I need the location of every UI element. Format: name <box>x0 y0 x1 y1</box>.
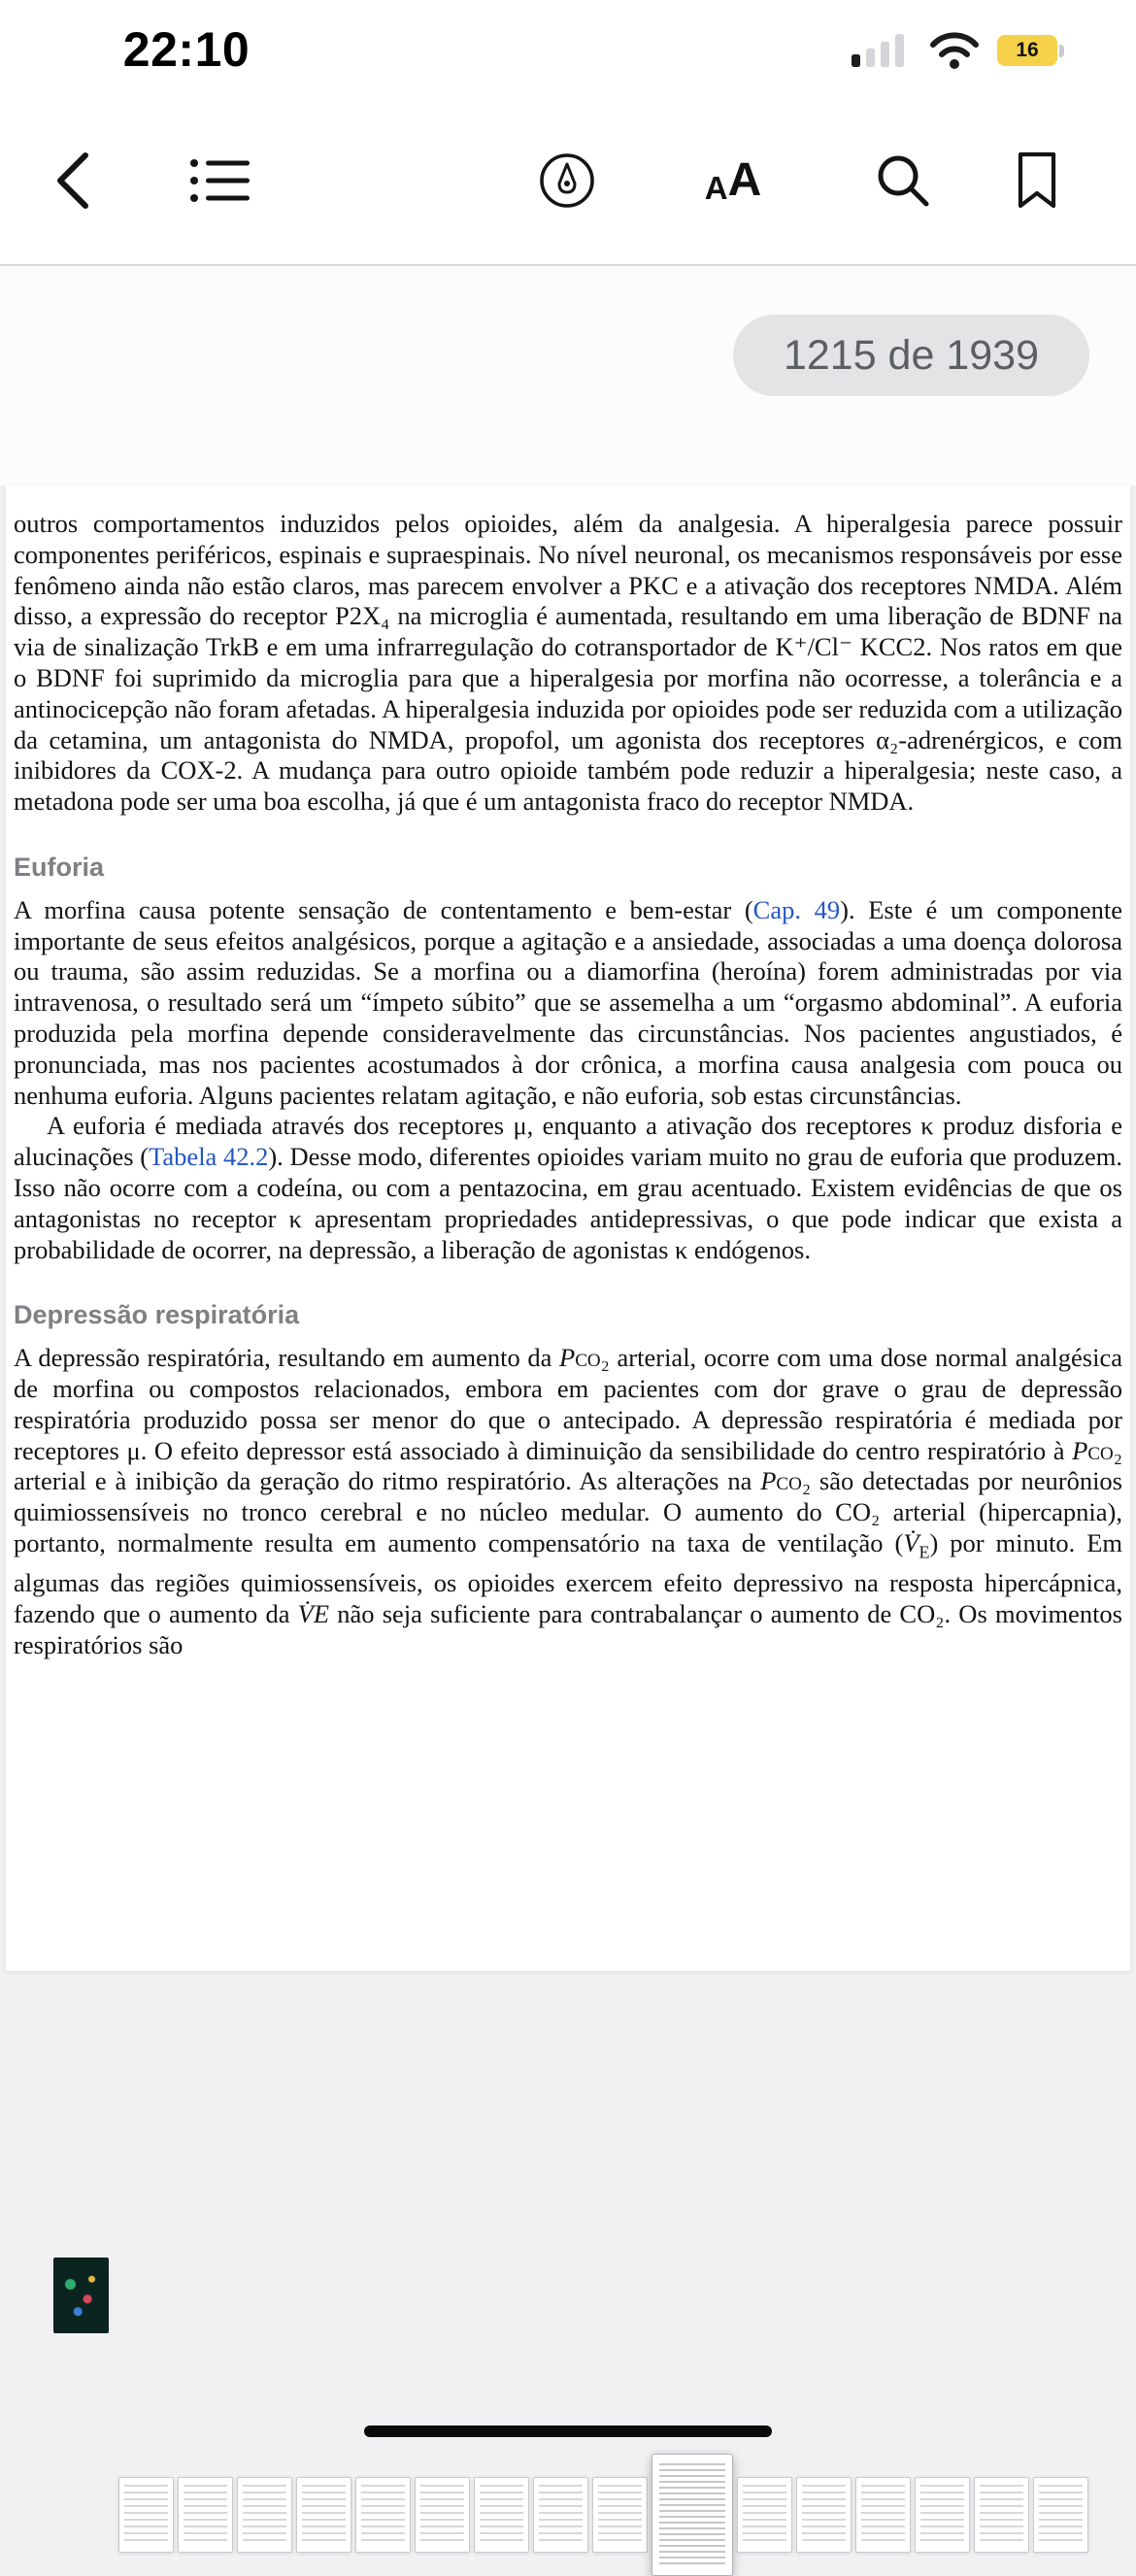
appearance-button[interactable] <box>699 151 768 210</box>
markup-button[interactable] <box>532 146 602 216</box>
reader-toolbar <box>0 97 1136 266</box>
chevron-back-icon <box>54 151 91 211</box>
page-thumbnail[interactable] <box>474 2477 529 2553</box>
body-paragraph <box>14 895 1122 1112</box>
section-heading: Depressão respiratória <box>14 1300 300 1330</box>
page-number-text: 1215 de 1939 <box>783 331 1039 379</box>
smallcaps-text: co <box>1087 1435 1114 1465</box>
status-indicators <box>852 31 1064 70</box>
smallcaps-text: co <box>575 1343 601 1373</box>
text-run: ₂ arterial e à inibição da geração do ritmo respiratório. As alterações na <box>14 1435 1122 1496</box>
page-text <box>6 485 1130 1660</box>
bookmark-button[interactable] <box>1009 145 1065 217</box>
page-thumbnail[interactable] <box>178 2477 233 2553</box>
battery-icon <box>997 35 1064 66</box>
text-run: outros comportamentos induzidos pelos opioides, além da analgesia. A hiperalgesia parece possuir componentes periféricos, espinais e supraespinais. No nível neuronal, os mecanismos responsáveis por esse fenômeno ainda não estão claros, mas parecem envolver a PKC e a ativação dos receptores NMDA. Além disso, a expressão do receptor P2X₄ na microglia é aumentada, resultando em uma liberação de BDNF na via de sinalização TrkB e em uma infrarregulação do cotransportador de K⁺/Cl⁻ KCC2. Nos ratos em que o BDNF foi suprimido da microglia para que a hiperalgesia por morfina não ocorresse, a tolerância e a antinocicepção não foram afetadas. A hiperalgesia induzida por opioides pode ser reduzida com a utilização da cetamina, um antagonista do NMDA, propofol, um agonista dos receptores α₂-adrenérgicos, e com inibidores da COX-2. A mudança para outro opioide também pode reduzir a hiperalgesia; neste caso, a metadona pode ser uma boa escolha, já que é um antagonista fraco do receptor NMDA. <box>14 509 1122 817</box>
search-button[interactable] <box>869 147 937 215</box>
status-time: 22:10 <box>122 22 251 77</box>
current-page-thumbnail[interactable] <box>652 2454 733 2576</box>
text-run: ). Este é um componente importante de seus efeitos analgésicos, porque a agitação e a ansiedade, associadas a uma doença dolorosa ou trauma, são assim reduzidas. Se a morfina ou a diamorfina (heroína) forem administradas por via intravenosa, o resultado será um “ímpeto súbito” que se assemelha a um “orgasmo abdominal”. A euforia produzida pela morfina depende consideravelmente das circunstâncias. Nos pacientes angustiados, é pronunciada, mas nos pacientes acostumados à dor crônica, a morfina causa analgesia com pouca ou nenhuma euforia. Alguns pacientes relatam agitação, e não euforia, sob estas circunstâncias. <box>14 894 1122 1110</box>
bookmark-icon <box>1015 151 1059 211</box>
body-paragraph <box>14 1111 1122 1265</box>
page-thumbnail[interactable] <box>855 2477 911 2553</box>
battery-cap <box>1059 45 1064 57</box>
text-run: ) por minuto. Em algumas das regiões quimiossensíveis, os opioides exercem efeito depressivo na resposta hipercápnica, fazendo que o aumento da <box>14 1527 1123 1628</box>
list-bullet-icon <box>189 157 250 204</box>
search-icon <box>875 152 931 209</box>
italic-text: V̇E <box>297 1598 330 1628</box>
text-run: não seja suficiente para contrabalançar o aumento de CO₂. Os movimentos respiratórios são <box>14 1598 1122 1659</box>
cross-reference-link[interactable]: Cap. 49 <box>752 894 841 924</box>
page-thumbnail[interactable] <box>915 2477 970 2553</box>
cover-thumbnail[interactable] <box>53 2258 109 2333</box>
page-thumbnail[interactable] <box>533 2477 588 2553</box>
back-button[interactable] <box>49 145 97 217</box>
reader-content-area <box>0 266 1136 2459</box>
text-size-icon <box>704 154 762 206</box>
page-thumbnail[interactable] <box>355 2477 411 2553</box>
text-run: ). Desse modo, diferentes opioides variam muito no grau de euforia que produzem. Isso não ocorre com a codeína, ou com a pentazocina, em grau acentuado. Existem evidências de que os antagonistas no receptor κ apresentam propriedades antidepressivas, o que pode indicar que exista a probabilidade de ocorrer, na depressão, a liberação de agonistas κ endógenos. <box>14 1142 1122 1264</box>
body-paragraph <box>14 509 1122 818</box>
smallcaps-text: co <box>776 1466 802 1496</box>
text-run: ₂ arterial, ocorre com uma dose normal analgésica de morfina ou compostos relacionados, embora em pacientes com dor grave o grau de depressão respiratória produzido possa ser menor do que o antecipado. A depressão respiratória é mediada por receptores μ. O efeito depressor está associado à diminuição da sensibilidade do centro respiratório à <box>14 1343 1123 1465</box>
battery-body <box>997 35 1057 66</box>
cellular-signal-icon <box>852 34 912 67</box>
status-bar <box>0 0 1136 97</box>
italic-text: P <box>1072 1435 1088 1465</box>
italic-text: V̇ <box>903 1527 919 1557</box>
text-run: A euforia é mediada através dos receptores μ, enquanto a ativação dos receptores κ produz disforia e alucinações ( <box>14 1111 1122 1172</box>
body-paragraph <box>14 1343 1122 1660</box>
text-run: A depressão respiratória, resultando em aumento da <box>14 1343 560 1373</box>
page-thumbnail[interactable] <box>415 2477 470 2553</box>
page-number-indicator <box>733 315 1089 396</box>
page-thumbnail[interactable] <box>592 2477 648 2553</box>
thumbnail-strip <box>0 2229 1136 2361</box>
home-indicator[interactable] <box>364 2425 772 2437</box>
battery-percent: 16 <box>1016 39 1039 61</box>
section-heading: Euforia <box>14 852 105 882</box>
page-thumbnail[interactable] <box>237 2477 292 2553</box>
subscript-text: E <box>919 1542 930 1562</box>
text-run: ₂ são detectadas por neurônios quimiossensíveis no tronco cerebral e no núcleo medular. O aumento do CO₂ arterial (hipercapnia), portanto, normalmente resulta em aumento compensatório na taxa de ventilação ( <box>14 1466 1122 1557</box>
book-page <box>6 485 1130 1971</box>
cross-reference-link[interactable]: Tabela 42.2 <box>149 1142 269 1172</box>
page-thumbnail[interactable] <box>974 2477 1029 2553</box>
page-thumbnail[interactable] <box>737 2477 792 2553</box>
italic-text: P <box>760 1466 777 1496</box>
page-thumbnail[interactable] <box>296 2477 351 2553</box>
page-thumbnail[interactable] <box>796 2477 852 2553</box>
pen-circle-icon <box>538 151 596 210</box>
page-thumbnail[interactable] <box>118 2477 174 2553</box>
wifi-icon <box>927 31 982 70</box>
page-thumbnail[interactable] <box>1033 2477 1088 2553</box>
text-run: A morfina causa potente sensação de contentamento e bem-estar ( <box>14 894 753 924</box>
text-size-large-a: A <box>727 154 762 206</box>
contents-button[interactable] <box>184 151 255 210</box>
italic-text: P <box>559 1343 576 1373</box>
text-size-small-a: A <box>704 170 728 206</box>
